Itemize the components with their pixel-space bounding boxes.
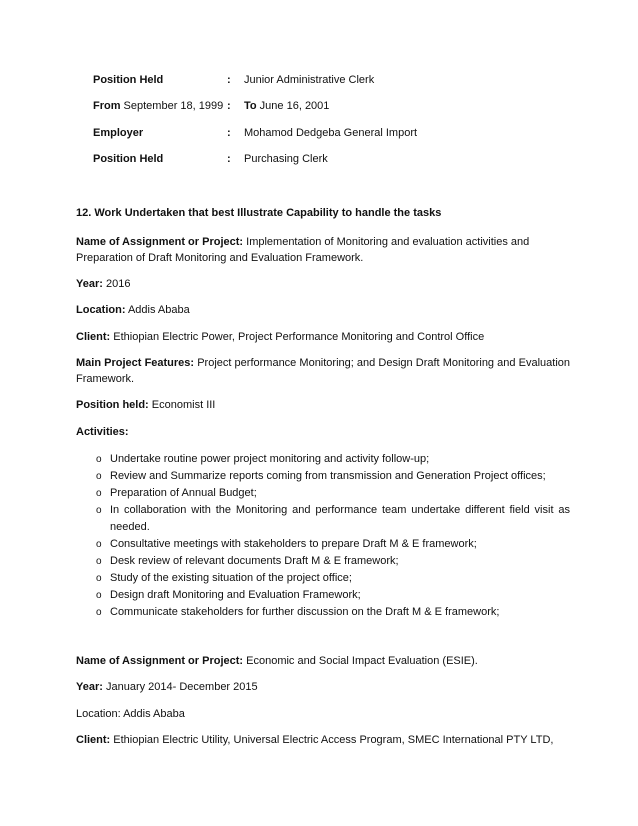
project1-client-label: Client: [76,331,111,343]
project1-year-value: 2016 [102,278,131,290]
from-keyword: From [93,100,121,112]
project1-name-label: Name of Assignment or Project: [76,236,244,248]
list-item [96,587,570,604]
bullet-marker: o [96,539,102,550]
list-item [96,451,570,468]
project2-name-label: Name of Assignment or Project: [76,655,244,667]
project1-location-value: Addis Ababa [125,304,190,316]
separator: : [227,153,231,165]
bullet-marker: o [96,590,102,601]
list-item [96,536,570,553]
position-held-label: Position Held [93,153,164,165]
list-item [96,604,570,621]
project2-name-value: Economic and Social Impact Evaluation (ESIE). [243,655,478,667]
bullet-marker: o [96,488,102,499]
date-range-row [93,100,573,116]
activity-text: Consultative meetings with stakeholders to prepare Draft M & E framework; [110,538,477,550]
to-keyword: To [244,100,257,112]
activity-text: Preparation of Annual Budget; [110,487,257,499]
bullet-marker: o [96,556,102,567]
activity-text: Undertake routine power project monitoring and activity follow-up; [110,453,430,465]
bullet-marker: o [96,573,102,584]
bullet-marker: o [96,454,102,465]
separator: : [227,127,231,139]
activity-text: In collaboration with the Monitoring and performance team undertake different field visit as needed. [110,504,570,533]
project1-year-label: Year: [76,278,103,290]
position-held-row-1 [93,74,573,90]
project1-location-label: Location: [76,304,126,316]
list-item [96,468,570,485]
activity-text: Desk review of relevant documents Draft M & E framework; [110,555,399,567]
section-heading: 12. Work Undertaken that best Illustrate Capability to handle the tasks [76,207,442,219]
project2-year-value: January 2014- December 2015 [102,681,258,693]
project1-features-label: Main Project Features: [76,357,195,369]
from-label [93,100,223,112]
project1-position-value: Economist III [148,399,216,411]
activities-list [96,451,570,621]
project2-year-label: Year: [76,681,103,693]
project2-name [76,653,570,669]
project2-year [76,679,570,695]
bullet-marker: o [96,471,102,482]
position-held-value: Purchasing Clerk [244,153,328,165]
from-date: September 18, 1999 [120,100,224,112]
project1-location [76,302,570,318]
activities-label: Activities: [76,426,129,438]
activity-text: Review and Summarize reports coming from transmission and Generation Project offices; [110,470,546,482]
to-date: June 16, 2001 [256,100,330,112]
project1-year [76,276,570,292]
project2-location: Location: Addis Ababa [76,708,185,720]
activity-text: Design draft Monitoring and Evaluation Framework; [110,589,361,601]
to-value [244,100,329,112]
employer-row [93,127,573,143]
project2-client-value: Ethiopian Electric Utility, Universal Electric Access Program, SMEC International PTY LTD, [110,734,554,746]
bullet-marker: o [96,505,102,516]
position-held-row-2 [93,153,573,169]
project2-client [76,732,570,748]
project1-client [76,329,570,345]
project1-features [76,355,570,387]
project1-features-value: Project performance Monitoring; and Design Draft Monitoring and Evaluation Framework. [76,357,570,385]
project1-name [76,234,570,266]
list-item [96,502,570,536]
project1-name-value: Implementation of Monitoring and evaluation activities and Preparation of Draft Monitoring and Evaluation Framework. [76,236,530,264]
list-item [96,485,570,502]
employer-label: Employer [93,127,144,139]
project1-position-label: Position held: [76,399,149,411]
separator: : [227,100,231,112]
project2-client-label: Client: [76,734,111,746]
project1-position [76,397,570,413]
project1-client-value: Ethiopian Electric Power, Project Performance Monitoring and Control Office [110,331,485,343]
activity-text: Communicate stakeholders for further discussion on the Draft M & E framework; [110,606,500,618]
separator: : [227,74,231,86]
project1-activities-heading [76,424,570,440]
list-item [96,553,570,570]
position-held-value: Junior Administrative Clerk [244,74,375,86]
activity-text: Study of the existing situation of the project office; [110,572,352,584]
employer-value: Mohamod Dedgeba General Import [244,127,418,139]
bullet-marker: o [96,607,102,618]
list-item [96,570,570,587]
position-held-label: Position Held [93,74,164,86]
